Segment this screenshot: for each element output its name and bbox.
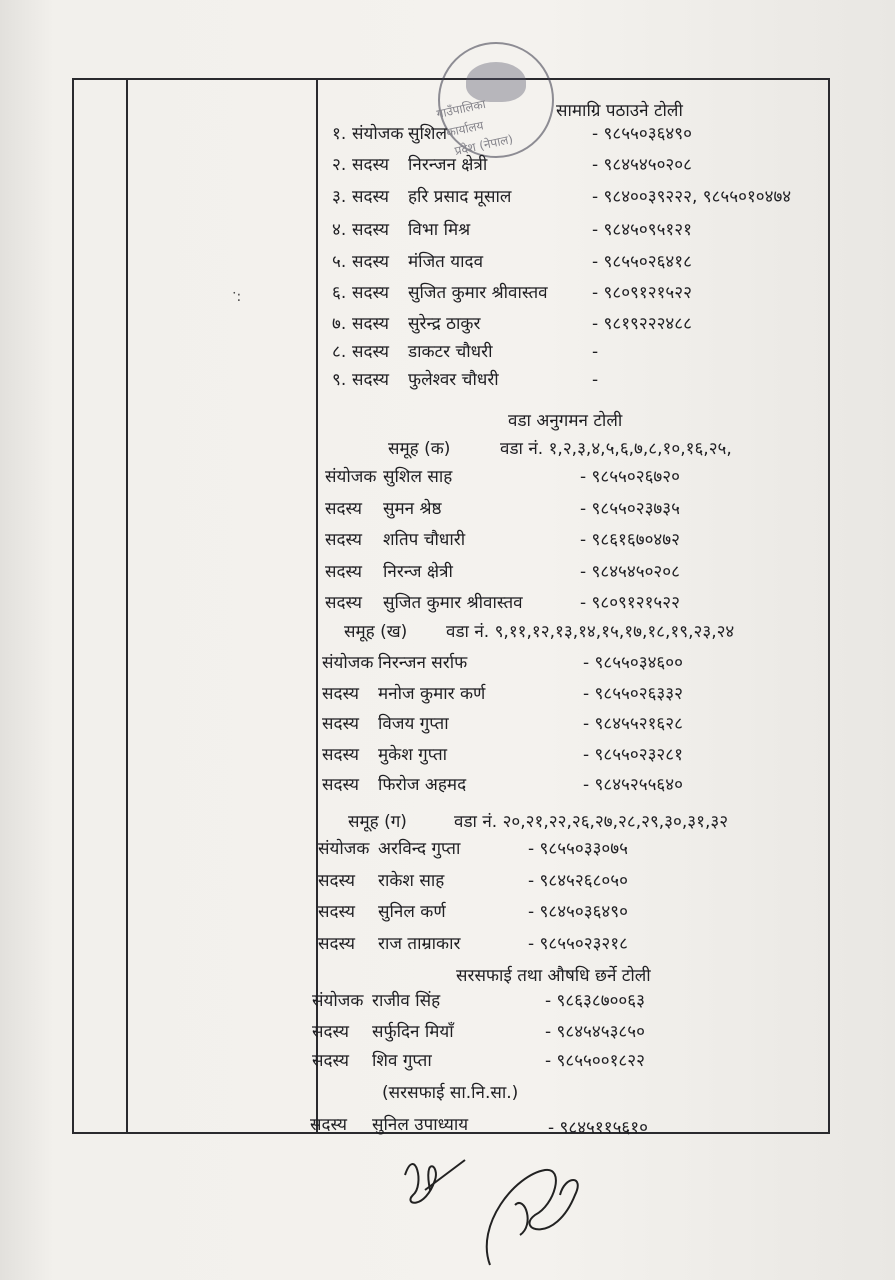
member-name: मनोज कुमार कर्ण — [378, 684, 486, 704]
member-role: सदस्य — [352, 283, 389, 303]
member-phone: - ९८०९१२१५२२ — [580, 593, 680, 613]
member-role: सदस्य — [325, 499, 362, 519]
member-name: सुनिल कर्ण — [378, 902, 446, 922]
member-name: राकेश साह — [378, 871, 445, 891]
member-number: १. — [332, 124, 347, 144]
member-role: सदस्य — [352, 252, 389, 272]
member-phone: - ९८४५२६८०५० — [528, 871, 628, 891]
member-phone: - ९८४५०३६४९० — [528, 902, 628, 922]
team3-subheading: (सरसफाई सा.नि.सा.) — [382, 1083, 519, 1103]
member-role: संयोजक — [322, 653, 374, 673]
group-label: समूह (ख) — [344, 622, 408, 642]
member-role: सदस्य — [318, 871, 355, 891]
ink-mark: ॱ: — [232, 289, 242, 305]
signature — [395, 1135, 595, 1270]
member-phone: - ९८१९२२२४८८ — [592, 314, 692, 334]
member-role: सदस्य — [312, 1022, 349, 1042]
member-role: सदस्य — [352, 155, 389, 175]
member-phone: - — [592, 370, 599, 390]
member-phone: - ९८४५११५६१० — [548, 1118, 648, 1138]
member-phone: - ९८५५०२३७३५ — [580, 499, 680, 519]
member-phone: - ९८५५०२३२१८ — [528, 934, 628, 954]
member-name: सुशिल — [408, 124, 447, 144]
member-name: फुलेश्वर चौधरी — [408, 370, 499, 390]
group-label: समूह (ग) — [348, 812, 407, 832]
member-role: सदस्य — [352, 187, 389, 207]
member-number: ८. — [332, 342, 347, 362]
seal-text-2: कार्यालय — [445, 118, 485, 140]
team3-title: सरसफाई तथा औषधि छर्ने टोली — [456, 966, 651, 986]
member-name: निरन्ज क्षेत्री — [383, 562, 453, 582]
member-name: हरि प्रसाद मूसाल — [408, 187, 512, 207]
member-phone: - ९८४५४५०२०८ — [580, 562, 680, 582]
official-seal — [435, 42, 554, 158]
member-name: सुजित कुमार श्रीवास्तव — [408, 283, 548, 303]
member-phone: - ९८४५२५५६४० — [583, 775, 683, 795]
member-role: सदस्य — [352, 220, 389, 240]
member-name: विभा मिश्र — [408, 220, 471, 240]
member-phone: - ९८५५०२६४१८ — [592, 252, 692, 272]
member-name: शतिप चौधारी — [383, 530, 466, 550]
seal-text-3: प्रदेश (नेपाल) — [453, 131, 515, 158]
member-phone: - ९८५५०२६७२० — [580, 467, 680, 487]
member-number: ४. — [332, 220, 347, 240]
member-number: ५. — [332, 252, 347, 272]
team1-title: सामाग्रि पठाउने टोली — [556, 101, 683, 121]
member-phone: - ९८५५००१८२२ — [545, 1051, 645, 1071]
member-role: सदस्य — [352, 342, 389, 362]
member-phone: - ९८५५०३६४९० — [592, 124, 692, 144]
member-role: सदस्य — [310, 1115, 347, 1135]
member-name: अरविन्द गुप्ता — [378, 839, 461, 859]
member-role: सदस्य — [318, 934, 355, 954]
member-phone: - ९८४५०९५१२१ — [592, 220, 692, 240]
member-role: संयोजक — [312, 991, 364, 1011]
member-number: ७. — [332, 314, 347, 334]
member-role: संयोजक — [325, 467, 377, 487]
member-role: सदस्य — [325, 562, 362, 582]
group-label: समूह (क) — [388, 439, 451, 459]
member-name: निरन्जन क्षेत्री — [408, 155, 488, 175]
member-name: डाकटर चौधरी — [408, 342, 493, 362]
member-phone: - ९८४५४५०२०८ — [592, 155, 692, 175]
member-name: मुकेश गुप्ता — [378, 745, 448, 765]
member-phone: - ९८४००३९२२२, ९८५५०१०४७४ — [592, 187, 792, 207]
member-phone: - ९८५५०२६३३२ — [583, 684, 683, 704]
column-divider-1 — [126, 80, 128, 1134]
member-phone: - ९८५५०२३२८१ — [583, 745, 683, 765]
member-name: सुनिल उपाध्याय — [372, 1115, 469, 1135]
team2-title: वडा अनुगमन टोली — [508, 411, 623, 431]
member-role: सदस्य — [322, 714, 359, 734]
group-wards: वडा नं. ९,११,१२,१३,१४,१५,१७,१८,१९,२३,२४ — [446, 622, 735, 642]
member-name: फिरोज अहमद — [378, 775, 467, 795]
column-divider-2 — [316, 80, 318, 1134]
member-number: ६. — [332, 283, 347, 303]
member-role: सदस्य — [352, 370, 389, 390]
member-phone: - — [592, 342, 599, 362]
member-phone: - ९८४५४५३८५० — [545, 1022, 645, 1042]
member-phone: - ९८५५०३३०७५ — [528, 839, 628, 859]
member-name: विजय गुप्ता — [378, 714, 449, 734]
member-number: २. — [332, 155, 347, 175]
member-name: शिव गुप्ता — [372, 1051, 432, 1071]
member-role: सदस्य — [322, 684, 359, 704]
group-wards: वडा नं. २०,२१,२२,२६,२७,२८,२९,३०,३१,३२ — [454, 812, 729, 832]
member-phone: - ९८६१६७०४७२ — [580, 530, 680, 550]
member-role: सदस्य — [352, 314, 389, 334]
seal-text-1: गाउँपालिका — [435, 96, 487, 122]
member-role: संयोजक — [352, 124, 404, 144]
member-role: सदस्य — [322, 775, 359, 795]
member-phone: - ९८५५०३४६०० — [583, 653, 683, 673]
member-number: ९. — [332, 370, 347, 390]
member-role: सदस्य — [325, 530, 362, 550]
member-role: सदस्य — [318, 902, 355, 922]
member-name: राजीव सिंह — [372, 991, 441, 1011]
member-name: सर्फुदिन मियाँ — [372, 1022, 454, 1042]
member-role: सदस्य — [325, 593, 362, 613]
member-phone: - ९८४५५२१६२८ — [583, 714, 683, 734]
member-phone: - ९८६३८७००६३ — [545, 991, 645, 1011]
member-name: सुरेन्द्र ठाकुर — [408, 314, 481, 334]
member-name: सुमन श्रेष्ठ — [383, 499, 442, 519]
member-role: संयोजक — [318, 839, 370, 859]
member-role: सदस्य — [322, 745, 359, 765]
member-phone: - ९८०९१२१५२२ — [592, 283, 692, 303]
member-role: सदस्य — [312, 1051, 349, 1071]
member-name: मंजित यादव — [408, 252, 484, 272]
member-name: राज ताम्राकार — [378, 934, 461, 954]
group-wards: वडा नं. १,२,३,४,५,६,७,८,१०,१६,२५, — [500, 439, 732, 459]
member-name: सुजित कुमार श्रीवास्तव — [383, 593, 523, 613]
member-name: निरन्जन सर्राफ — [378, 653, 468, 673]
member-number: ३. — [332, 187, 347, 207]
member-name: सुशिल साह — [383, 467, 453, 487]
